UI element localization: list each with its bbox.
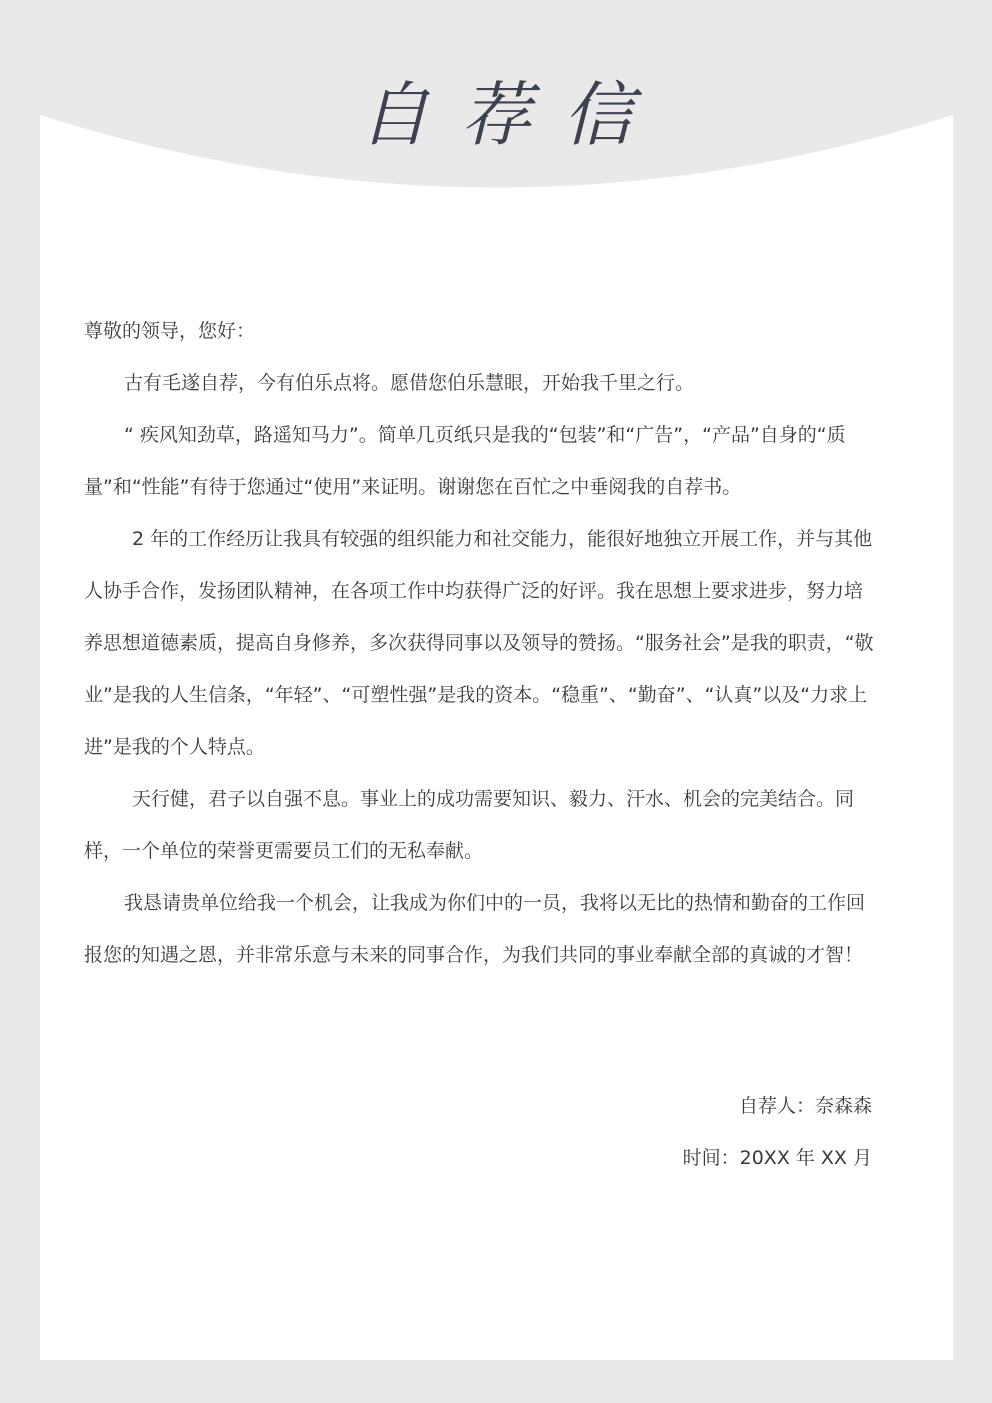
salutation: 尊敬的领导，您好： [84,320,256,342]
signature-name: 自荐人：奈森森 [738,1095,872,1117]
letter-body [84,305,876,981]
page-title: 自荐信 [359,74,665,156]
paragraph-4: 天行健，君子以自强不息。事业上的成功需要知识、毅力、汗水、机会的完美结合。同样，一个单位的荣誉更需要员工们的无私奉献。 [84,788,855,862]
paragraph-3: 2 年的工作经历让我具有较强的组织能力和社交能力，能很好地独立开展工作，并与其他人协手合作，发扬团队精神，在各项工作中均获得广泛的好评。我在思想上要求进步，努力培养思想道德素质，提高自身修养，多次获得同事以及领导的赞扬。“服务社会”是我的职责，“敬业”是我的人生信条，“年轻”、“可塑性强”是我的资本。“稳重”、“勤奋”、“认真”以及“力求上进”是我的个人特点。 [84,528,874,758]
paragraph-1: 古有毛遂自荐，今有伯乐点将。愿借您伯乐慧眼，开始我千里之行。 [124,372,695,394]
paragraph-5: 我恳请贵单位给我一个机会，让我成为你们中的一员，我将以无比的热情和勤奋的工作回报您的知遇之恩，并非常乐意与未来的同事合作，为我们共同的事业奉献全部的真诚的才智！ [84,892,866,966]
signature-date: 时间：20XX 年 XX 月 [682,1147,872,1169]
paragraph-2: “ 疾风知劲草，路遥知马力”。简单几页纸只是我的“包装”和“广告”，“产品”自身的“质量”和“性能”有待于您通过“使用”来证明。谢谢您在百忙之中垂阅我的自荐书。 [84,424,846,498]
signature-block [472,1080,872,1184]
